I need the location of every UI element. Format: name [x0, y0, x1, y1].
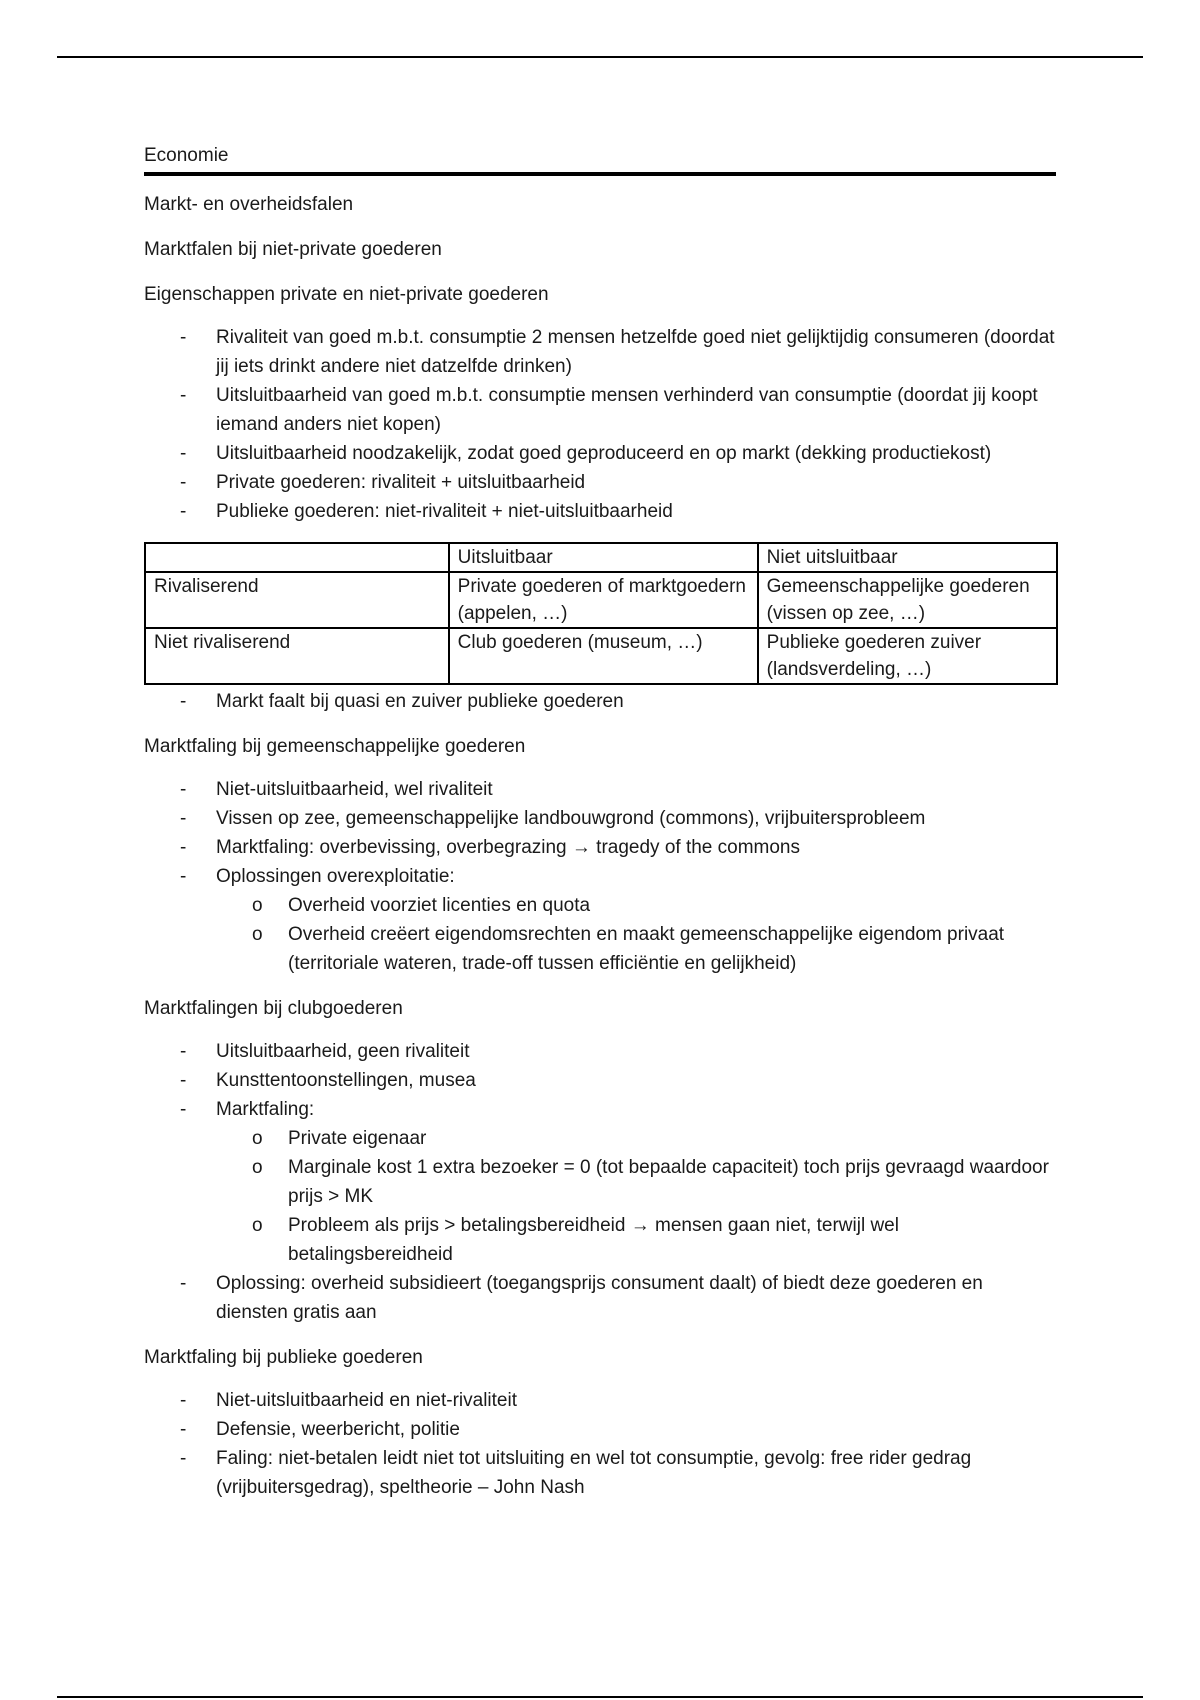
list-item: - Oplossing: overheid subsidieert (toegangsprijs consument daalt) of biedt deze goederen en diensten gratis aan — [144, 1269, 1056, 1327]
page-header-rule — [57, 56, 1143, 58]
list-item: - Markt faalt bij quasi en zuiver publieke goederen — [144, 687, 1056, 716]
sub-list-item: o Private eigenaar — [216, 1124, 1056, 1153]
list-item: - Vissen op zee, gemeenschappelijke landbouwgrond (commons), vrijbuitersprobleem — [144, 804, 1056, 833]
list-item-text: Oplossingen overexploitatie: — [216, 866, 455, 887]
sub-list-item: o Marginale kost 1 extra bezoeker = 0 (tot bepaalde capaciteit) toch prijs gevraagd waardoor prijs > MK — [216, 1153, 1056, 1211]
page-footer-rule — [57, 1696, 1143, 1698]
table-row — [145, 628, 1057, 684]
list-item: - Faling: niet-betalen leidt niet tot uitsluiting en wel tot consumptie, gevolg: free rider gedrag (vrijbuitersgedrag), speltheorie – John Nash — [144, 1444, 1056, 1502]
list-item: - Private goederen: rivaliteit + uitsluitbaarheid — [144, 468, 1056, 497]
list-item-text: Marktfaling: — [216, 1099, 315, 1120]
table-cell — [145, 543, 449, 572]
after-table-list — [144, 687, 1056, 716]
list-item: - Defensie, weerbericht, politie — [144, 1415, 1056, 1444]
club-goods-list — [144, 1037, 1056, 1327]
list-item — [144, 1095, 1056, 1269]
table-cell: Publieke goederen zuiver (landsverdeling, …) — [758, 628, 1057, 684]
table-cell: Uitsluitbaar — [449, 543, 758, 572]
table-cell: Rivaliserend — [145, 572, 449, 628]
common-goods-list — [144, 775, 1056, 978]
section-heading-common-goods: Marktfaling bij gemeenschappelijke goederen — [144, 736, 526, 757]
sub-list — [216, 891, 1056, 978]
list-item: - Niet-uitsluitbaarheid en niet-rivaliteit — [144, 1386, 1056, 1415]
table-header-row — [145, 543, 1057, 572]
public-goods-list — [144, 1386, 1056, 1502]
document-page — [144, 141, 1056, 1502]
list-item — [144, 862, 1056, 978]
properties-list — [144, 323, 1056, 526]
list-item: - Uitsluitbaarheid van goed m.b.t. consumptie mensen verhinderd van consumptie (doordat jij koopt iemand anders niet kopen) — [144, 381, 1056, 439]
table-cell: Niet uitsluitbaar — [758, 543, 1057, 572]
table-cell: Club goederen (museum, …) — [449, 628, 758, 684]
table-row — [145, 572, 1057, 628]
document-title: Economie — [144, 141, 1056, 176]
list-item: - Uitsluitbaarheid, geen rivaliteit — [144, 1037, 1056, 1066]
sub-list-item: o Overheid creëert eigendomsrechten en maakt gemeenschappelijke eigendom privaat (territoriale wateren, trade-off tussen efficiëntie en gelijkheid) — [216, 920, 1056, 978]
list-item: - Rivaliteit van goed m.b.t. consumptie 2 mensen hetzelfde goed niet gelijktijdig consumeren (doordat jij iets drinkt andere niet datzelfde drinken) — [144, 323, 1056, 381]
list-item: - Publieke goederen: niet-rivaliteit + niet-uitsluitbaarheid — [144, 497, 1056, 526]
section-heading-public-goods: Marktfaling bij publieke goederen — [144, 1347, 423, 1368]
table-cell: Gemeenschappelijke goederen (vissen op zee, …) — [758, 572, 1057, 628]
section-heading-properties: Eigenschappen private en niet-private goederen — [144, 284, 549, 305]
section-heading-club-goods: Marktfalingen bij clubgoederen — [144, 998, 403, 1019]
chapter-heading: Markt- en overheidsfalen — [144, 194, 354, 215]
table-cell: Private goederen of marktgoedern (appelen, …) — [449, 572, 758, 628]
list-item: - Kunsttentoonstellingen, musea — [144, 1066, 1056, 1095]
list-item: - Niet-uitsluitbaarheid, wel rivaliteit — [144, 775, 1056, 804]
list-item: - Marktfaling: overbevissing, overbegrazing → tragedy of the commons — [144, 833, 1056, 862]
list-item: - Uitsluitbaarheid noodzakelijk, zodat goed geproduceerd en op markt (dekking productiekost) — [144, 439, 1056, 468]
sub-list-item: o Overheid voorziet licenties en quota — [216, 891, 1056, 920]
sub-list — [216, 1124, 1056, 1269]
table-cell: Niet rivaliserend — [145, 628, 449, 684]
sub-list-item: o Probleem als prijs > betalingsbereidheid → mensen gaan niet, terwijl wel betalingsbereidheid — [216, 1211, 1056, 1269]
goods-classification-table — [144, 542, 1058, 685]
section-heading-nonprivate-goods: Marktfalen bij niet-private goederen — [144, 239, 442, 260]
